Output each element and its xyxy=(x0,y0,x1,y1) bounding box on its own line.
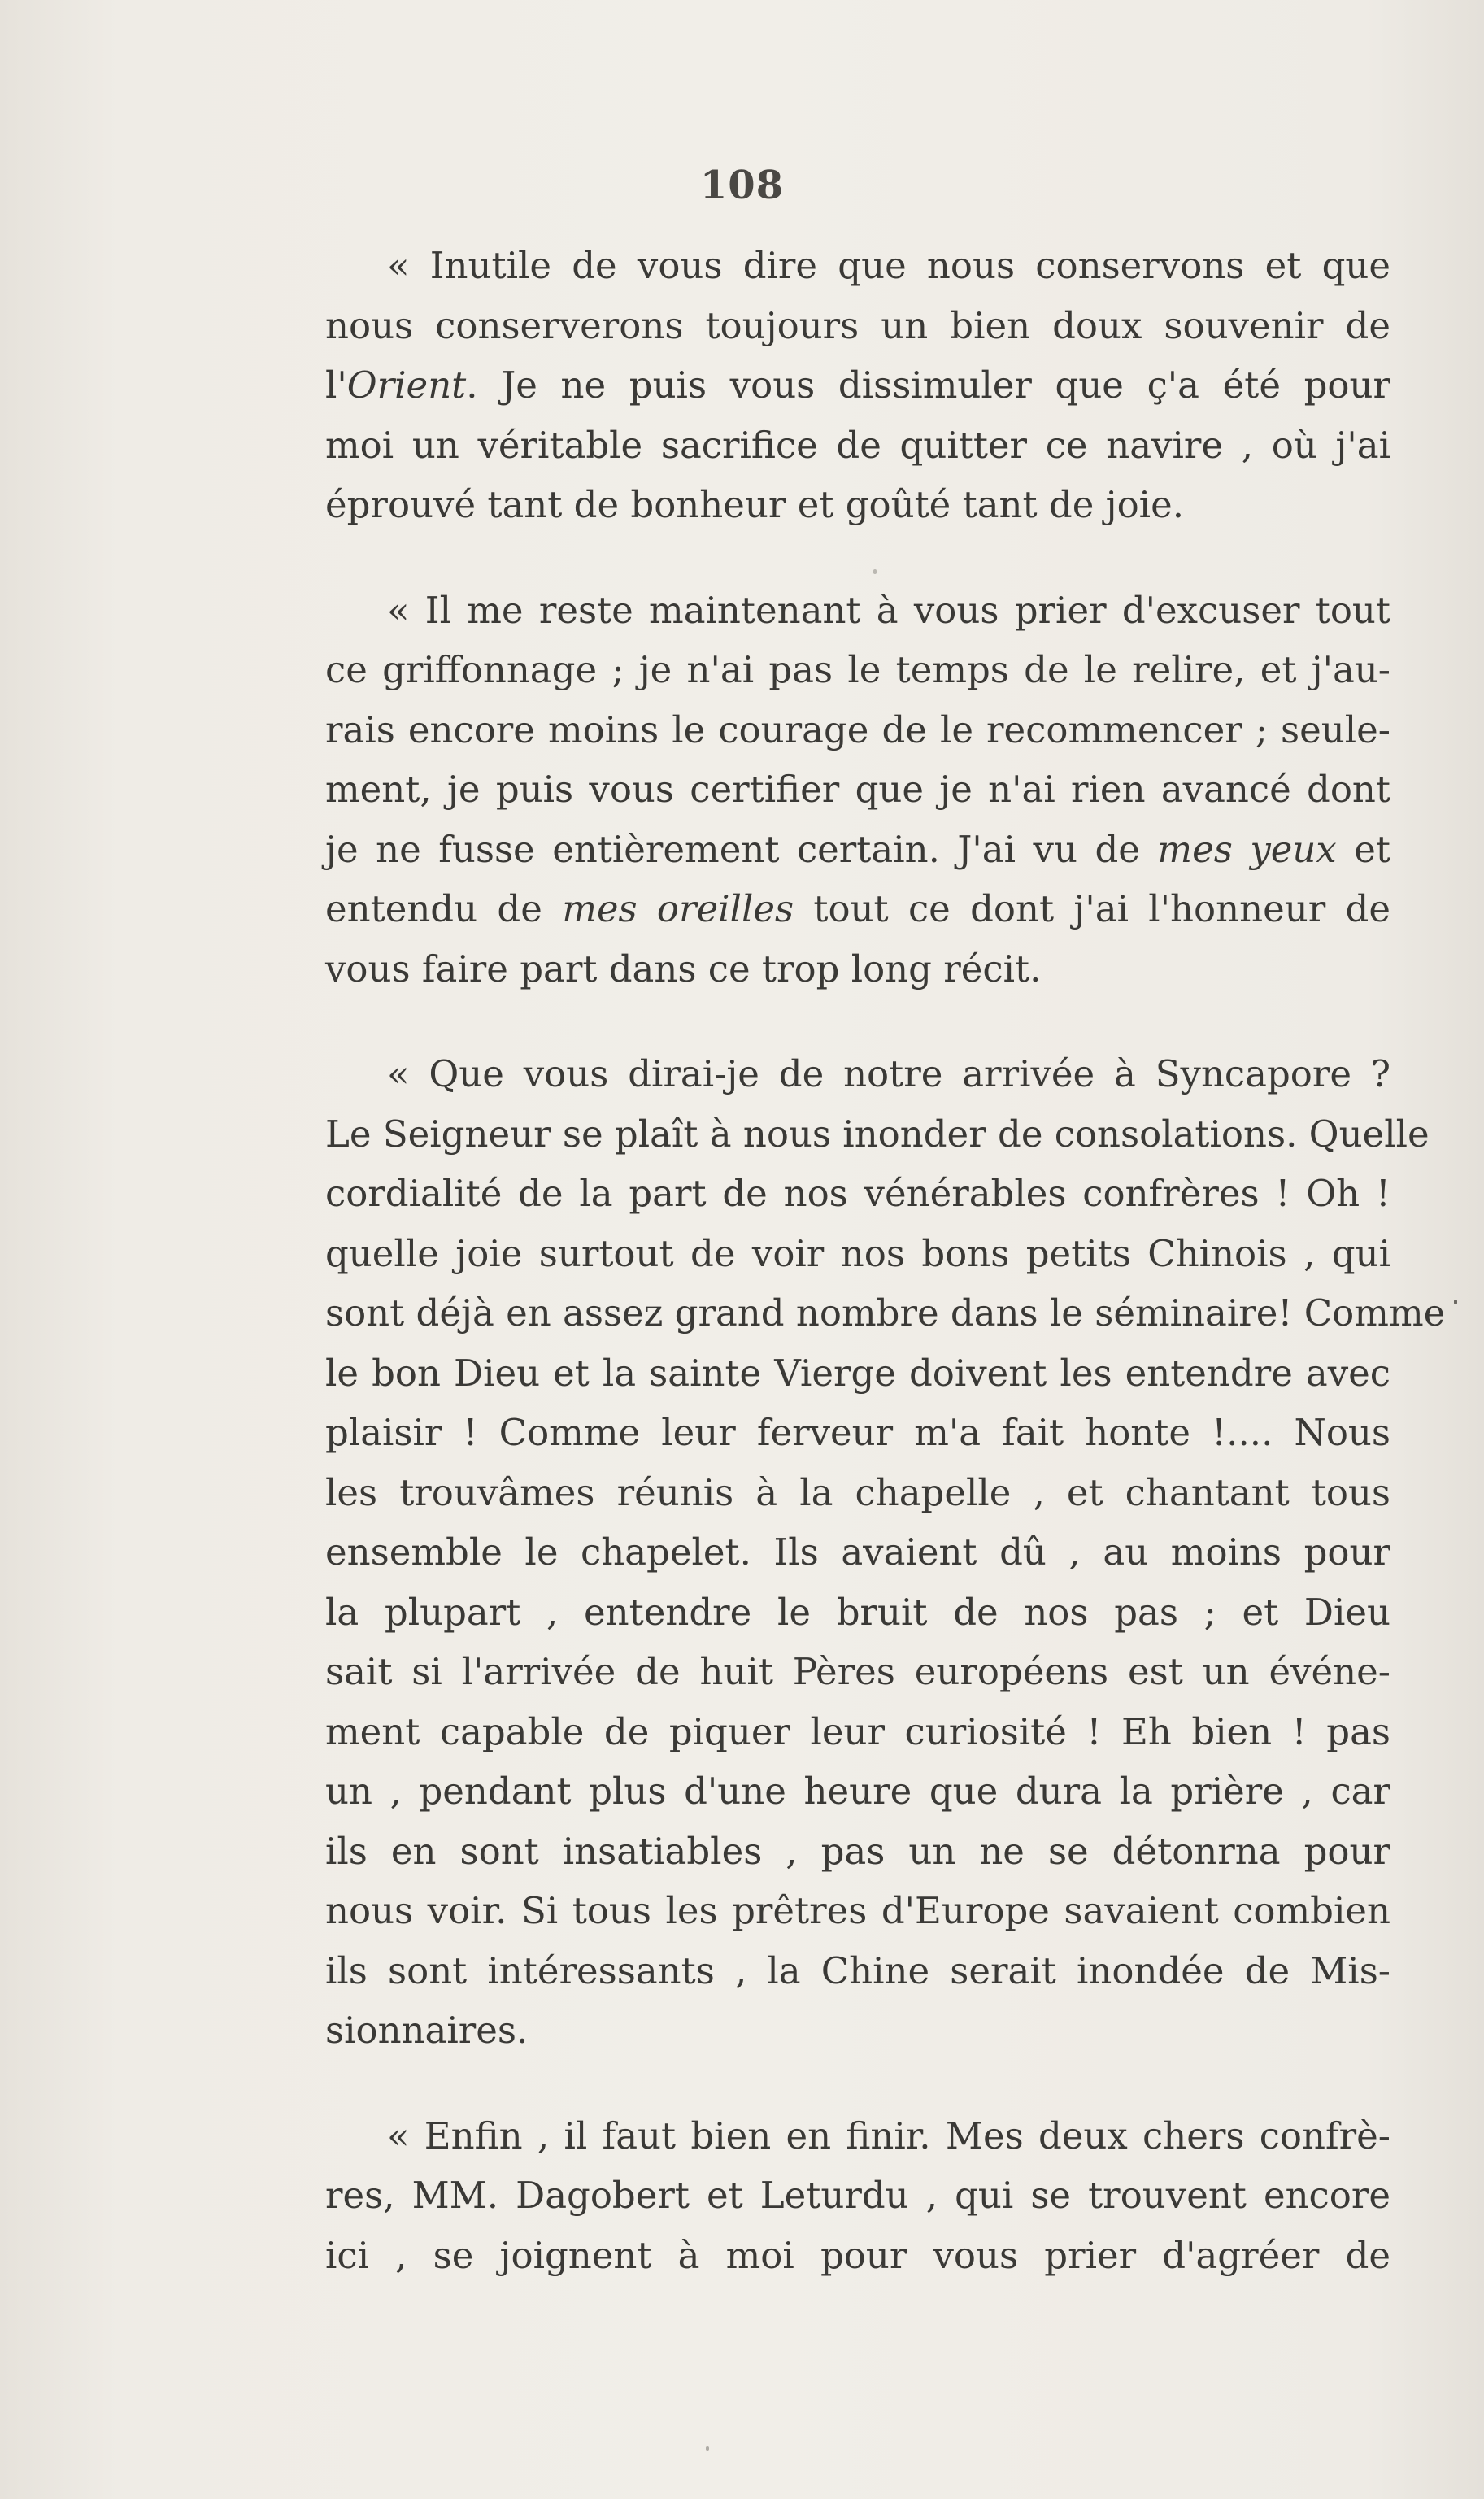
page-number: 108 xyxy=(699,163,785,208)
text-line xyxy=(325,939,1390,999)
text-run: tout ce dont j'ai l'honneur de xyxy=(794,887,1390,930)
text-run: vous faire part dans ce trop long récit. xyxy=(325,947,1042,990)
paragraph xyxy=(325,1044,1446,2061)
text-line xyxy=(325,820,1390,880)
text-run: ici , se joignent à moi pour vous prier d'agréer de xyxy=(325,2233,1390,2277)
text-run: ils sont intéressants , la Chine serait inondée de Mis- xyxy=(325,1948,1390,1992)
paragraph xyxy=(325,236,1390,535)
text-run: nous conserverons toujours un bien doux souvenir de xyxy=(325,303,1390,347)
text-line xyxy=(325,640,1390,700)
text-run: ment, je puis vous certifier que je n'ai rien avancé dont xyxy=(325,768,1390,811)
text-line xyxy=(325,2001,1390,2061)
text-run: « Que vous dirai-je de notre arrivée à Syncapore ? xyxy=(387,1052,1390,1095)
text-body xyxy=(325,236,1446,2331)
text-run: nous voir. Si tous les prêtres d'Europe savaient combien xyxy=(325,1889,1390,1932)
text-run: je ne fusse entièrement certain. J'ai vu de xyxy=(325,827,1158,871)
text-run: « Inutile de vous dire que nous conservons et que xyxy=(387,244,1390,287)
text-line xyxy=(325,236,1390,296)
text-line xyxy=(325,700,1390,760)
text-line xyxy=(325,1104,1430,1165)
text-line xyxy=(325,416,1390,476)
text-run: le bon Dieu et la sainte Vierge doivent les entendre avec xyxy=(325,1351,1390,1395)
text-run: éprouvé tant de bonheur et goûté tant de joie. xyxy=(325,483,1185,526)
text-line xyxy=(325,296,1390,356)
text-run: . Je ne puis vous dissimuler que ç'a été pour xyxy=(466,364,1390,407)
paragraph xyxy=(325,2106,1390,2286)
text-line xyxy=(325,760,1390,820)
text-run: l' xyxy=(325,364,347,407)
text-run: plaisir ! Comme leur ferveur m'a fait honte !.... Nous xyxy=(325,1411,1390,1454)
text-line xyxy=(325,1702,1390,1762)
text-run: ils en sont insatiables , pas un ne se détonrna pour xyxy=(325,1829,1390,1873)
text-line xyxy=(325,1881,1390,1941)
text-run: ce griffonnage ; je n'ai pas le temps de le relire, et j'au- xyxy=(325,648,1390,691)
print-speck xyxy=(873,569,877,574)
text-run: cordialité de la part de nos vénérables confrères ! Oh ! xyxy=(325,1172,1390,1215)
text-line xyxy=(325,2166,1390,2226)
text-run: moi un véritable sacrifice de quitter ce navire , où j'ai xyxy=(325,423,1390,467)
text-line xyxy=(325,1583,1390,1643)
paragraph xyxy=(325,581,1390,999)
text-run: res, MM. Dagobert et Leturdu , qui se trouvent encore xyxy=(325,2174,1390,2217)
text-run: entendu de xyxy=(325,887,563,930)
text-run: et xyxy=(1336,827,1390,871)
text-line xyxy=(325,355,1390,416)
text-line xyxy=(325,1283,1446,1343)
italic-text-run: mes yeux xyxy=(1157,827,1337,871)
text-run: sont déjà en assez grand nombre dans le séminaire! Comme xyxy=(325,1291,1446,1334)
text-run: sait si l'arrivée de huit Pères européens est un événe- xyxy=(325,1650,1390,1693)
text-line xyxy=(325,2226,1390,2286)
text-line xyxy=(325,581,1390,641)
text-line xyxy=(325,1224,1390,1284)
text-run: « Enfin , il faut bien en finir. Mes deux chers confrè- xyxy=(387,2114,1390,2157)
text-line xyxy=(325,1164,1390,1224)
text-line xyxy=(325,1642,1390,1702)
italic-text-run: mes oreilles xyxy=(562,887,794,930)
text-run: quelle joie surtout de voir nos bons petits Chinois , qui xyxy=(325,1231,1390,1275)
italic-text-run: Orient xyxy=(346,364,467,407)
text-run: « Il me reste maintenant à vous prier d'excuser tout xyxy=(387,588,1390,632)
text-line xyxy=(325,1522,1390,1583)
text-line xyxy=(325,1941,1390,2001)
text-line xyxy=(325,1761,1390,1822)
text-run: rais encore moins le courage de le recommencer ; seule- xyxy=(325,707,1390,751)
text-line xyxy=(325,1822,1390,1882)
text-line xyxy=(325,1463,1390,1523)
text-run: la plupart , entendre le bruit de nos pas ; et Dieu xyxy=(325,1590,1390,1634)
text-line xyxy=(325,1044,1390,1104)
text-line xyxy=(325,1343,1390,1404)
text-line xyxy=(325,475,1390,535)
print-speck xyxy=(1454,1300,1457,1304)
text-run: ensemble le chapelet. Ils avaient dû , au moins pour xyxy=(325,1530,1390,1574)
text-run: les trouvâmes réunis à la chapelle , et chantant tous xyxy=(325,1470,1390,1514)
text-run: ment capable de piquer leur curiosité ! Eh bien ! pas xyxy=(325,1709,1390,1753)
text-run: sionnaires. xyxy=(325,2009,529,2052)
text-run: un , pendant plus d'une heure que dura la prière , car xyxy=(325,1770,1390,1813)
text-line xyxy=(325,879,1390,939)
print-speck xyxy=(706,2446,709,2451)
text-line xyxy=(325,2106,1390,2166)
text-run: Le Seigneur se plaît à nous inonder de consolations. Quelle xyxy=(325,1112,1430,1156)
text-line xyxy=(325,1403,1390,1463)
